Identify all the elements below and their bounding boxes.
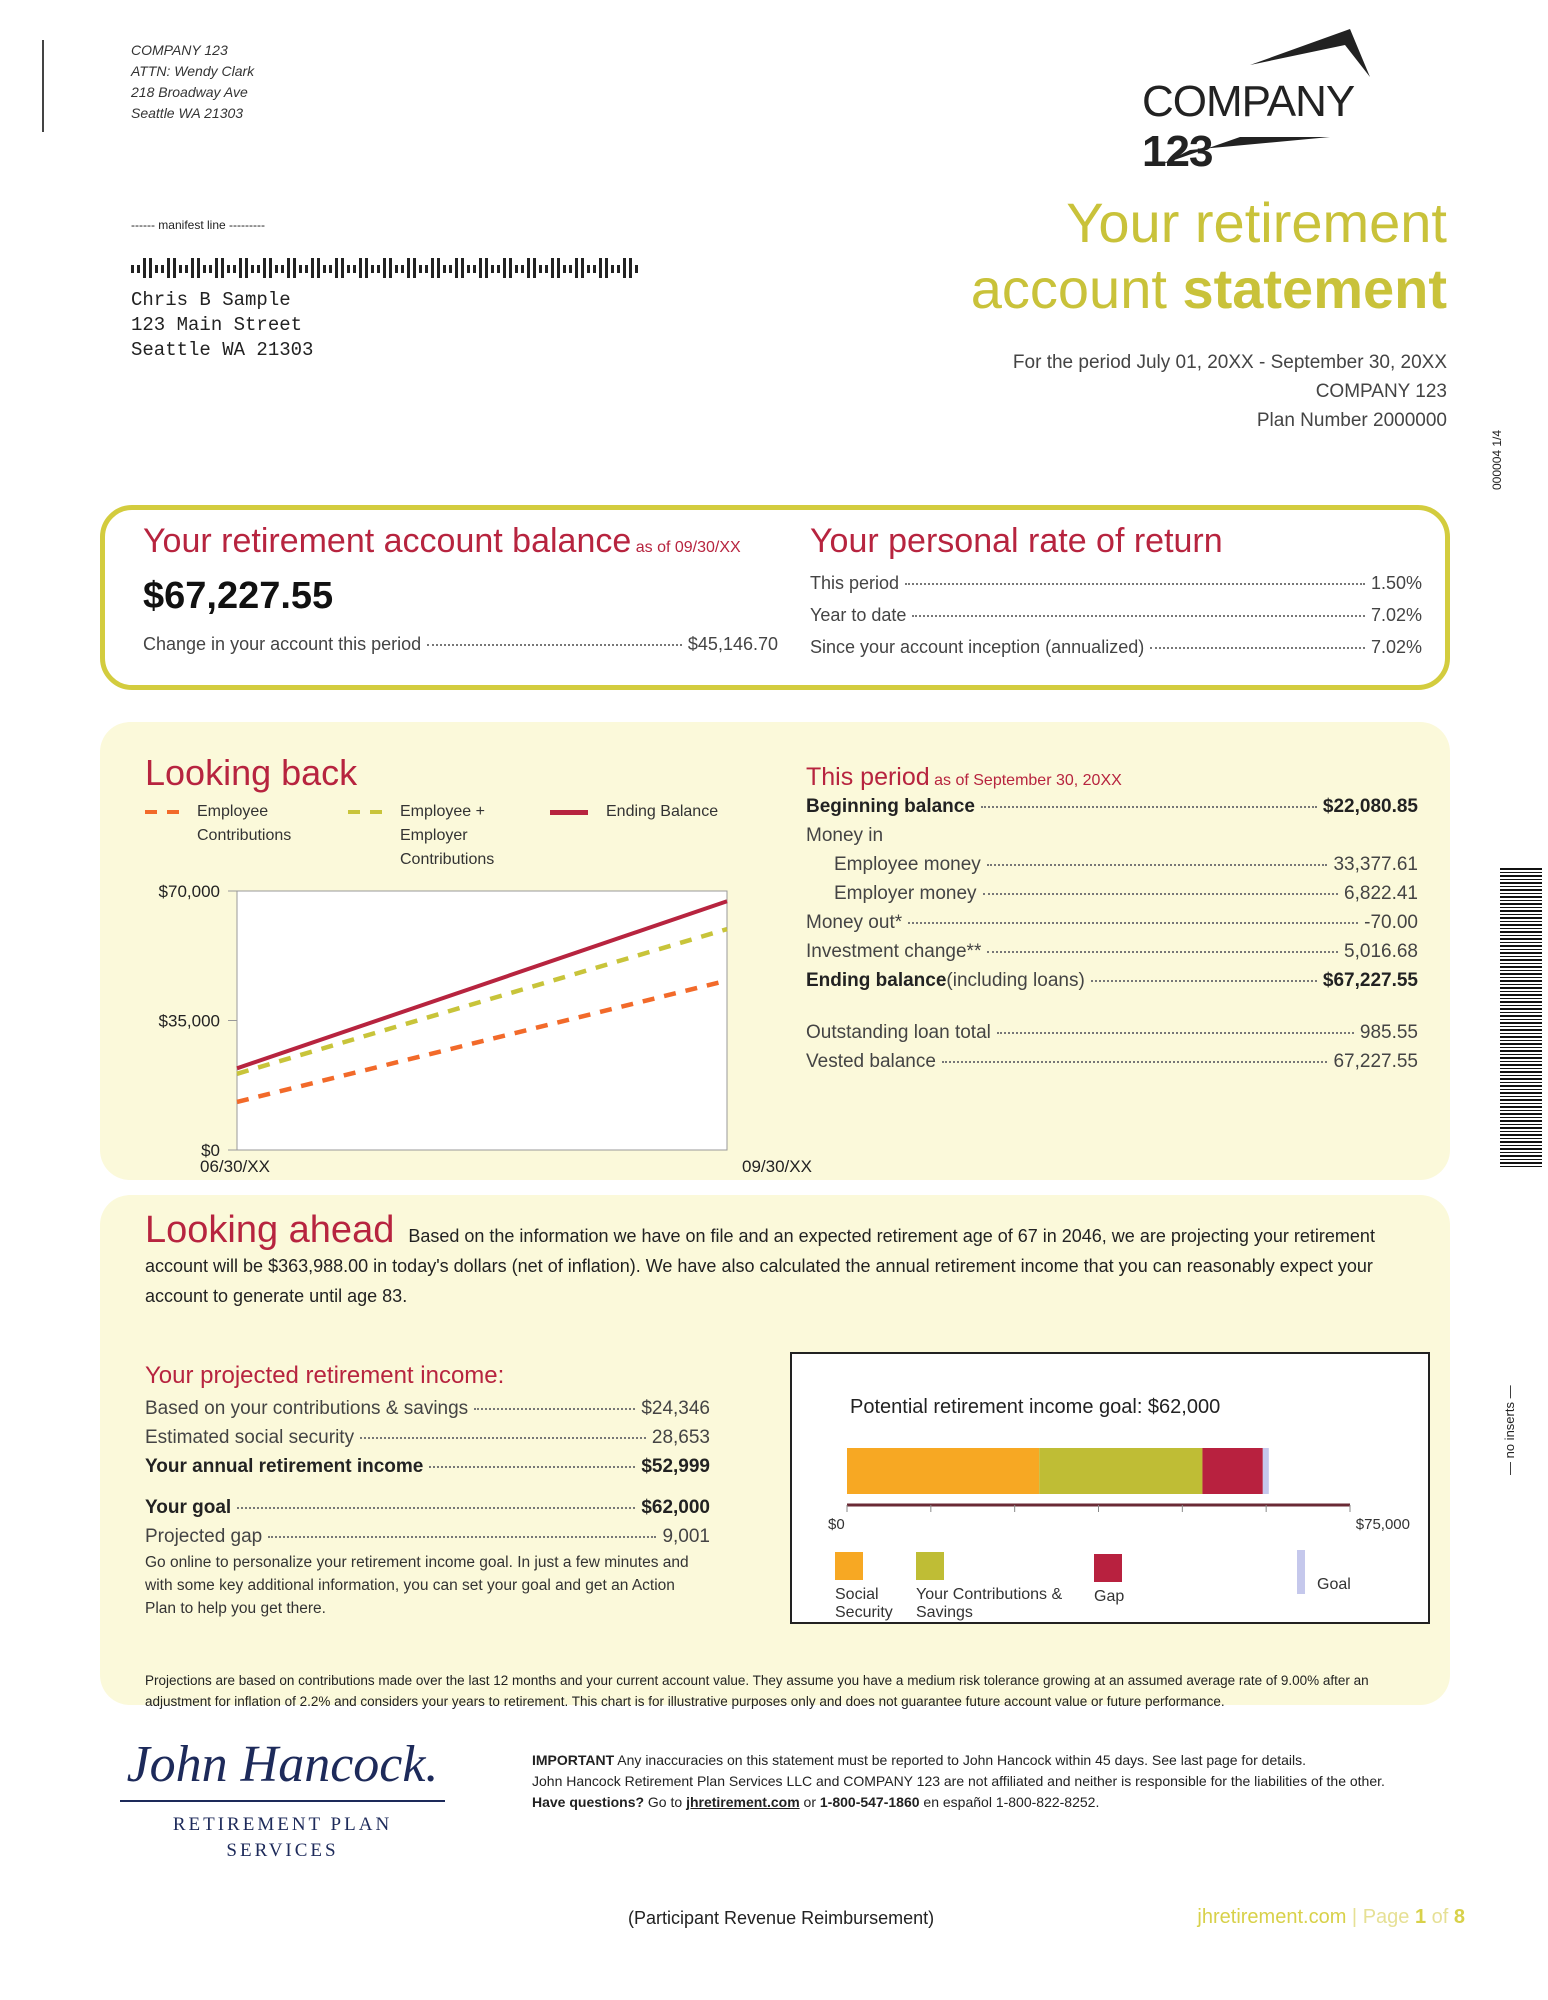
logo-subtitle: SERVICES <box>226 1840 339 1861</box>
projected-heading: Your projected retirement income: <box>145 1362 505 1389</box>
bar-segment-0 <box>847 1448 1039 1494</box>
loan-vested-row: Outstanding loan total 985.55 <box>806 1022 1418 1043</box>
legend-employee: Employee Contributions <box>145 800 307 848</box>
balance-amount: $67,227.55 <box>143 575 334 617</box>
looking-ahead-intro: Looking ahead Based on the information we have on file and an expected retirement age of 67 in 2046, we are projecting your retirement account will be $363,988.00 in today's dollars (net of inflation). We have also calculated the annual retirement income that you can reasonably expect your account to generate until age 83. <box>145 1209 1375 1306</box>
legend-employee-employer: Employee + Employer Contributions <box>348 800 510 872</box>
no-inserts-label: — no inserts — <box>1502 1385 1517 1475</box>
website-link[interactable]: jhretirement.com <box>686 1794 800 1810</box>
projected-income-row: Your annual retirement income $52,999 <box>145 1456 710 1477</box>
rate-of-return-section <box>810 522 1422 663</box>
this-period-row: Ending balance (including loans) $67,227.55 <box>806 970 1418 991</box>
rate-row: This period 1.50% <box>810 573 1422 593</box>
postal-barcode <box>131 254 641 278</box>
goal-row: Projected gap 9,001 <box>145 1526 710 1547</box>
important-notice: IMPORTANT Any inaccuracies on this statement must be reported to John Hancock within 45 days. See last page for details. John Hancock Retirement Plan Services LLC and COMPANY 123 are not affiliated and neither is responsible for the liabilities of the other. Have questions? Go to jhretirement.com or 1-800-547-1860 en español 1-800-822-8252. <box>532 1752 1385 1810</box>
legend-social-security: Social Security <box>835 1552 905 1622</box>
phone-number: 1-800-547-1860 <box>819 1794 920 1810</box>
footer-site[interactable]: jhretirement.com <box>1197 1906 1347 1928</box>
title-line2: account statement <box>970 257 1447 320</box>
x-tick-label: 09/30/XX <box>742 1157 812 1176</box>
title-line1: Your retirement <box>1066 191 1447 254</box>
goal-note: Go online to personalize your retirement income goal. In just a few minutes and with some key additional information, you can set your goal and get an Action Plan to help you get there. <box>145 1554 689 1617</box>
sender-line: COMPANY 123 <box>131 42 228 58</box>
this-period-row: Money out* -70.00 <box>806 912 1418 933</box>
recipient-name: Chris B Sample <box>131 289 291 311</box>
margin-mark <box>42 40 44 132</box>
x-tick-max: $75,000 <box>1355 1516 1410 1533</box>
sender-line: Seattle WA 21303 <box>131 105 244 121</box>
bar-segment-1 <box>1039 1448 1202 1494</box>
looking-back-chart <box>130 870 812 1180</box>
plan-company: COMPANY 123 <box>1315 381 1447 402</box>
logo-rule <box>120 1800 445 1802</box>
balance-heading: Your retirement account balance as of 09/30/XX <box>143 522 741 560</box>
looking-back-heading: Looking back <box>145 752 358 793</box>
looking-ahead-heading: Looking ahead <box>145 1209 395 1251</box>
this-period-heading: This period as of September 30, 20XX <box>806 763 1122 791</box>
manifest-line: ------ manifest line --------- <box>131 218 265 232</box>
projected-income-row: Estimated social security 28,653 <box>145 1427 710 1448</box>
rate-heading: Your personal rate of return <box>810 522 1223 560</box>
this-period-section <box>806 763 1418 1076</box>
chart-title: Potential retirement income goal: $62,000 <box>850 1396 1221 1418</box>
rate-row: Since your account inception (annualized) 7.02% <box>810 637 1422 657</box>
sender-address <box>131 40 254 124</box>
page-indicator: jhretirement.com | Page 1 of 8 <box>1197 1906 1465 1928</box>
sender-line: ATTN: Wendy Clark <box>131 63 255 79</box>
side-barcode <box>1500 868 1542 1168</box>
john-hancock-signature: John Hancock. <box>126 1736 439 1793</box>
legend-contributions: Your Contributions & Savings <box>916 1552 1086 1622</box>
legend-goal: Goal <box>1297 1550 1351 1594</box>
projection-disclaimer: Projections are based on contributions made over the last 12 months and your current account value. They assume you have a medium risk tolerance growing at an assumed average rate of 9.00% after an adjustment for inflation of 2.2% and considers your years to retirement. This chart is for illustrative purposes only and does not guarantee future account value or future performance. <box>145 1673 1369 1709</box>
x-tick-min: $0 <box>828 1516 845 1533</box>
change-row: Change in your account this period $45,146.70 <box>143 634 778 654</box>
sender-line: 218 Broadway Ave <box>131 84 248 100</box>
recipient-street: 123 Main Street <box>131 314 303 336</box>
account-balance-section <box>143 522 778 659</box>
y-tick-label: $70,000 <box>158 882 220 901</box>
rate-row: Year to date 7.02% <box>810 605 1422 625</box>
money-in-label: Money in <box>806 825 884 846</box>
logo-subtitle: RETIREMENT PLAN <box>172 1814 393 1835</box>
statement-title <box>971 190 1447 322</box>
income-goal-chart <box>790 1352 1430 1624</box>
x-tick-label: 06/30/XX <box>200 1157 270 1176</box>
plan-number: Plan Number 2000000 <box>1256 410 1447 431</box>
this-period-row: Investment change** 5,016.68 <box>806 941 1418 962</box>
goal-marker <box>1263 1448 1269 1494</box>
statement-period <box>1013 348 1447 435</box>
legend-gap: Gap <box>1094 1554 1124 1606</box>
bar-segment-2 <box>1202 1448 1262 1494</box>
this-period-row: Employer money 6,822.41 <box>834 883 1418 904</box>
john-hancock-logo <box>120 1735 445 1864</box>
recipient-city: Seattle WA 21303 <box>131 339 314 361</box>
plot-area <box>237 891 727 1150</box>
this-period-row: Beginning balance $22,080.85 <box>806 796 1418 817</box>
recipient-address <box>131 288 313 363</box>
goal-row: Your goal $62,000 <box>145 1497 710 1518</box>
loan-vested-row: Vested balance 67,227.55 <box>806 1051 1418 1072</box>
y-tick-label: $35,000 <box>158 1011 220 1031</box>
period-dates: For the period July 01, 20XX - September 30, 20XX <box>1012 352 1447 373</box>
projected-income-section <box>145 1362 710 1620</box>
legend-ending-balance: Ending Balance <box>550 800 718 824</box>
y-tick-label: $0 <box>201 1141 220 1160</box>
company-logo <box>1130 25 1420 176</box>
projected-income-row: Based on your contributions & savings $24,346 <box>145 1398 710 1419</box>
document-code: 000004 1/4 <box>1490 429 1504 490</box>
revenue-note: (Participant Revenue Reimbursement) <box>628 1908 935 1928</box>
logo-text: COMPANY 123 <box>1142 77 1354 176</box>
this-period-row: Employee money 33,377.61 <box>834 854 1418 875</box>
